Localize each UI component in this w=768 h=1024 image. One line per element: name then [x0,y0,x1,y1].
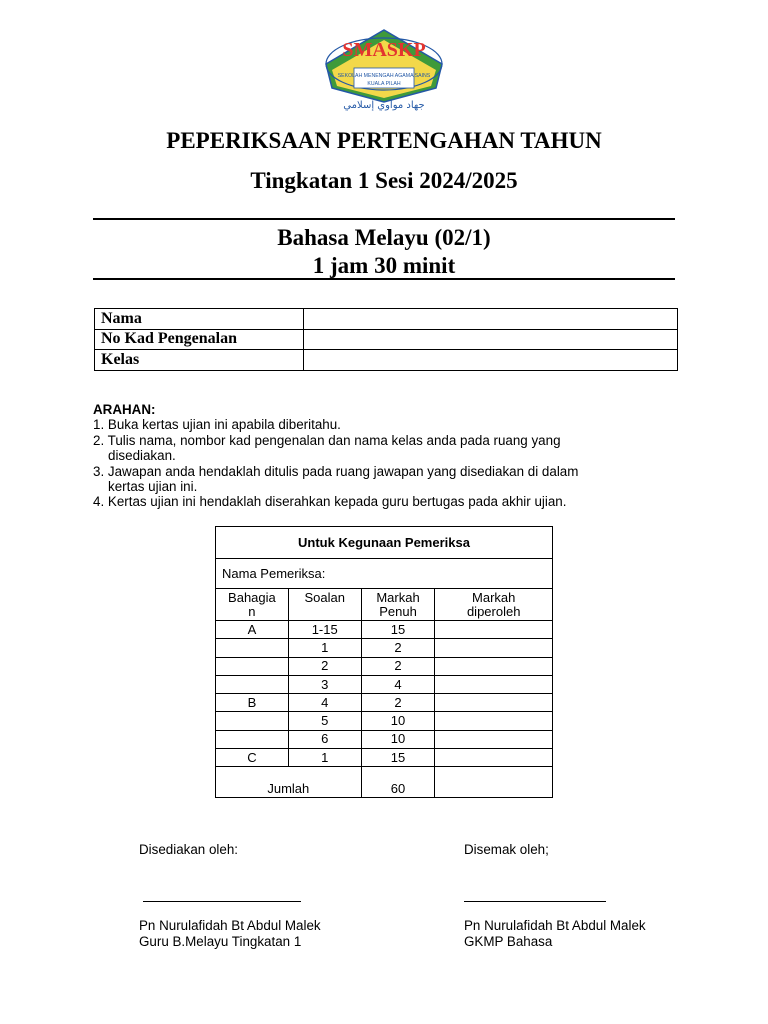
instruction-item: 2. Tulis nama, nombor kad pengenalan dan nama kelas anda pada ruang yang [93,432,561,448]
table-row [216,657,553,675]
question-cell: 3 [288,675,361,693]
examiner-name-label: Nama Pemeriksa: [216,559,553,589]
examiner-table-heading: Untuk Kegunaan Pemeriksa [216,527,553,559]
question-cell: 6 [288,730,361,748]
exam-title: PEPERIKSAAN PERTENGAHAN TAHUN [166,128,602,153]
column-header-full-marks: Markah Penuh [361,589,435,621]
section-cell: B [216,694,289,712]
table-row [95,329,678,350]
signature-line-left [143,901,301,902]
full-marks-cell: 4 [361,675,435,693]
obtained-marks-cell[interactable] [435,675,553,693]
instruction-item-continued: kertas ujian ini. [108,479,198,495]
signature-line-right [464,901,606,902]
full-marks-cell: 2 [361,639,435,657]
table-row [216,621,553,639]
exam-duration: 1 jam 30 minit [312,253,456,278]
obtained-marks-cell[interactable] [435,621,553,639]
table-header-row [216,589,553,621]
question-cell: 1 [288,749,361,767]
section-cell: C [216,749,289,767]
instructions-title: ARAHAN: [93,402,156,417]
table-row [216,639,553,657]
section-cell [216,712,289,730]
instructions [93,402,653,510]
full-marks-cell: 10 [361,730,435,748]
preparer-role: Guru B.Melayu Tingkatan 1 [139,934,302,949]
table-row [95,309,678,330]
table-row [216,694,553,712]
field-label: No Kad Pengenalan [95,329,304,350]
full-marks-cell: 15 [361,621,435,639]
obtained-marks-cell[interactable] [435,657,553,675]
total-full-marks: 60 [361,767,435,798]
svg-text:جهاد مواوي إسلامي: جهاد مواوي إسلامي [343,100,425,111]
svg-text:SEKOLAH MENENGAH AGAMA SAINS: SEKOLAH MENENGAH AGAMA SAINS [337,73,431,79]
field-label: Nama [95,309,304,330]
subject-title: Bahasa Melayu (02/1) [277,225,491,250]
checker-name: Pn Nurulafidah Bt Abdul Malek [464,918,646,933]
examiner-marks-table [215,526,553,798]
checker-role: GKMP Bahasa [464,934,553,949]
preparer-name: Pn Nurulafidah Bt Abdul Malek [139,918,321,933]
instruction-item: 1. Buka kertas ujian ini apabila diberitahu. [93,417,341,433]
class-field[interactable] [304,350,678,371]
table-row [95,350,678,371]
column-header-section: Bahagia n [216,589,289,621]
table-row [216,712,553,730]
column-header-marks-obtained: Markah diperoleh [435,589,553,621]
section-cell: A [216,621,289,639]
question-cell: 2 [288,657,361,675]
total-label: Jumlah [216,767,362,798]
instruction-item: 4. Kertas ujian ini hendaklah diserahkan kepada guru bertugas pada akhir ujian. [93,494,567,510]
obtained-marks-cell[interactable] [435,712,553,730]
section-cell [216,730,289,748]
svg-text:KUALA PILAH: KUALA PILAH [367,81,401,87]
ic-number-field[interactable] [304,329,678,350]
question-cell: 1 [288,639,361,657]
table-row [216,675,553,693]
table-row [216,749,553,767]
instruction-item: 3. Jawapan anda hendaklah ditulis pada ruang jawapan yang disediakan di dalam [93,463,579,479]
obtained-marks-cell[interactable] [435,694,553,712]
obtained-marks-cell[interactable] [435,749,553,767]
prepared-by-caption: Disediakan oleh: [139,842,239,857]
name-field[interactable] [304,309,678,330]
full-marks-cell: 15 [361,749,435,767]
section-cell [216,675,289,693]
field-label: Kelas [95,350,304,371]
question-cell: 1-15 [288,621,361,639]
obtained-marks-cell[interactable] [435,730,553,748]
question-cell: 4 [288,694,361,712]
column-header-question: Soalan [288,589,361,621]
obtained-marks-cell[interactable] [435,639,553,657]
table-row [216,730,553,748]
section-cell [216,639,289,657]
question-cell: 5 [288,712,361,730]
full-marks-cell: 10 [361,712,435,730]
divider-top [93,218,675,220]
candidate-info-table [94,308,678,371]
svg-text:SMASKP: SMASKP [342,39,426,61]
section-cell [216,657,289,675]
total-row [216,767,553,798]
checked-by-caption: Disemak oleh; [464,842,549,857]
school-logo [318,24,450,112]
full-marks-cell: 2 [361,657,435,675]
full-marks-cell: 2 [361,694,435,712]
instruction-item-continued: disediakan. [108,448,176,464]
divider-bottom [93,278,675,280]
exam-subtitle: Tingkatan 1 Sesi 2024/2025 [250,168,518,193]
total-obtained-marks[interactable] [435,767,553,798]
